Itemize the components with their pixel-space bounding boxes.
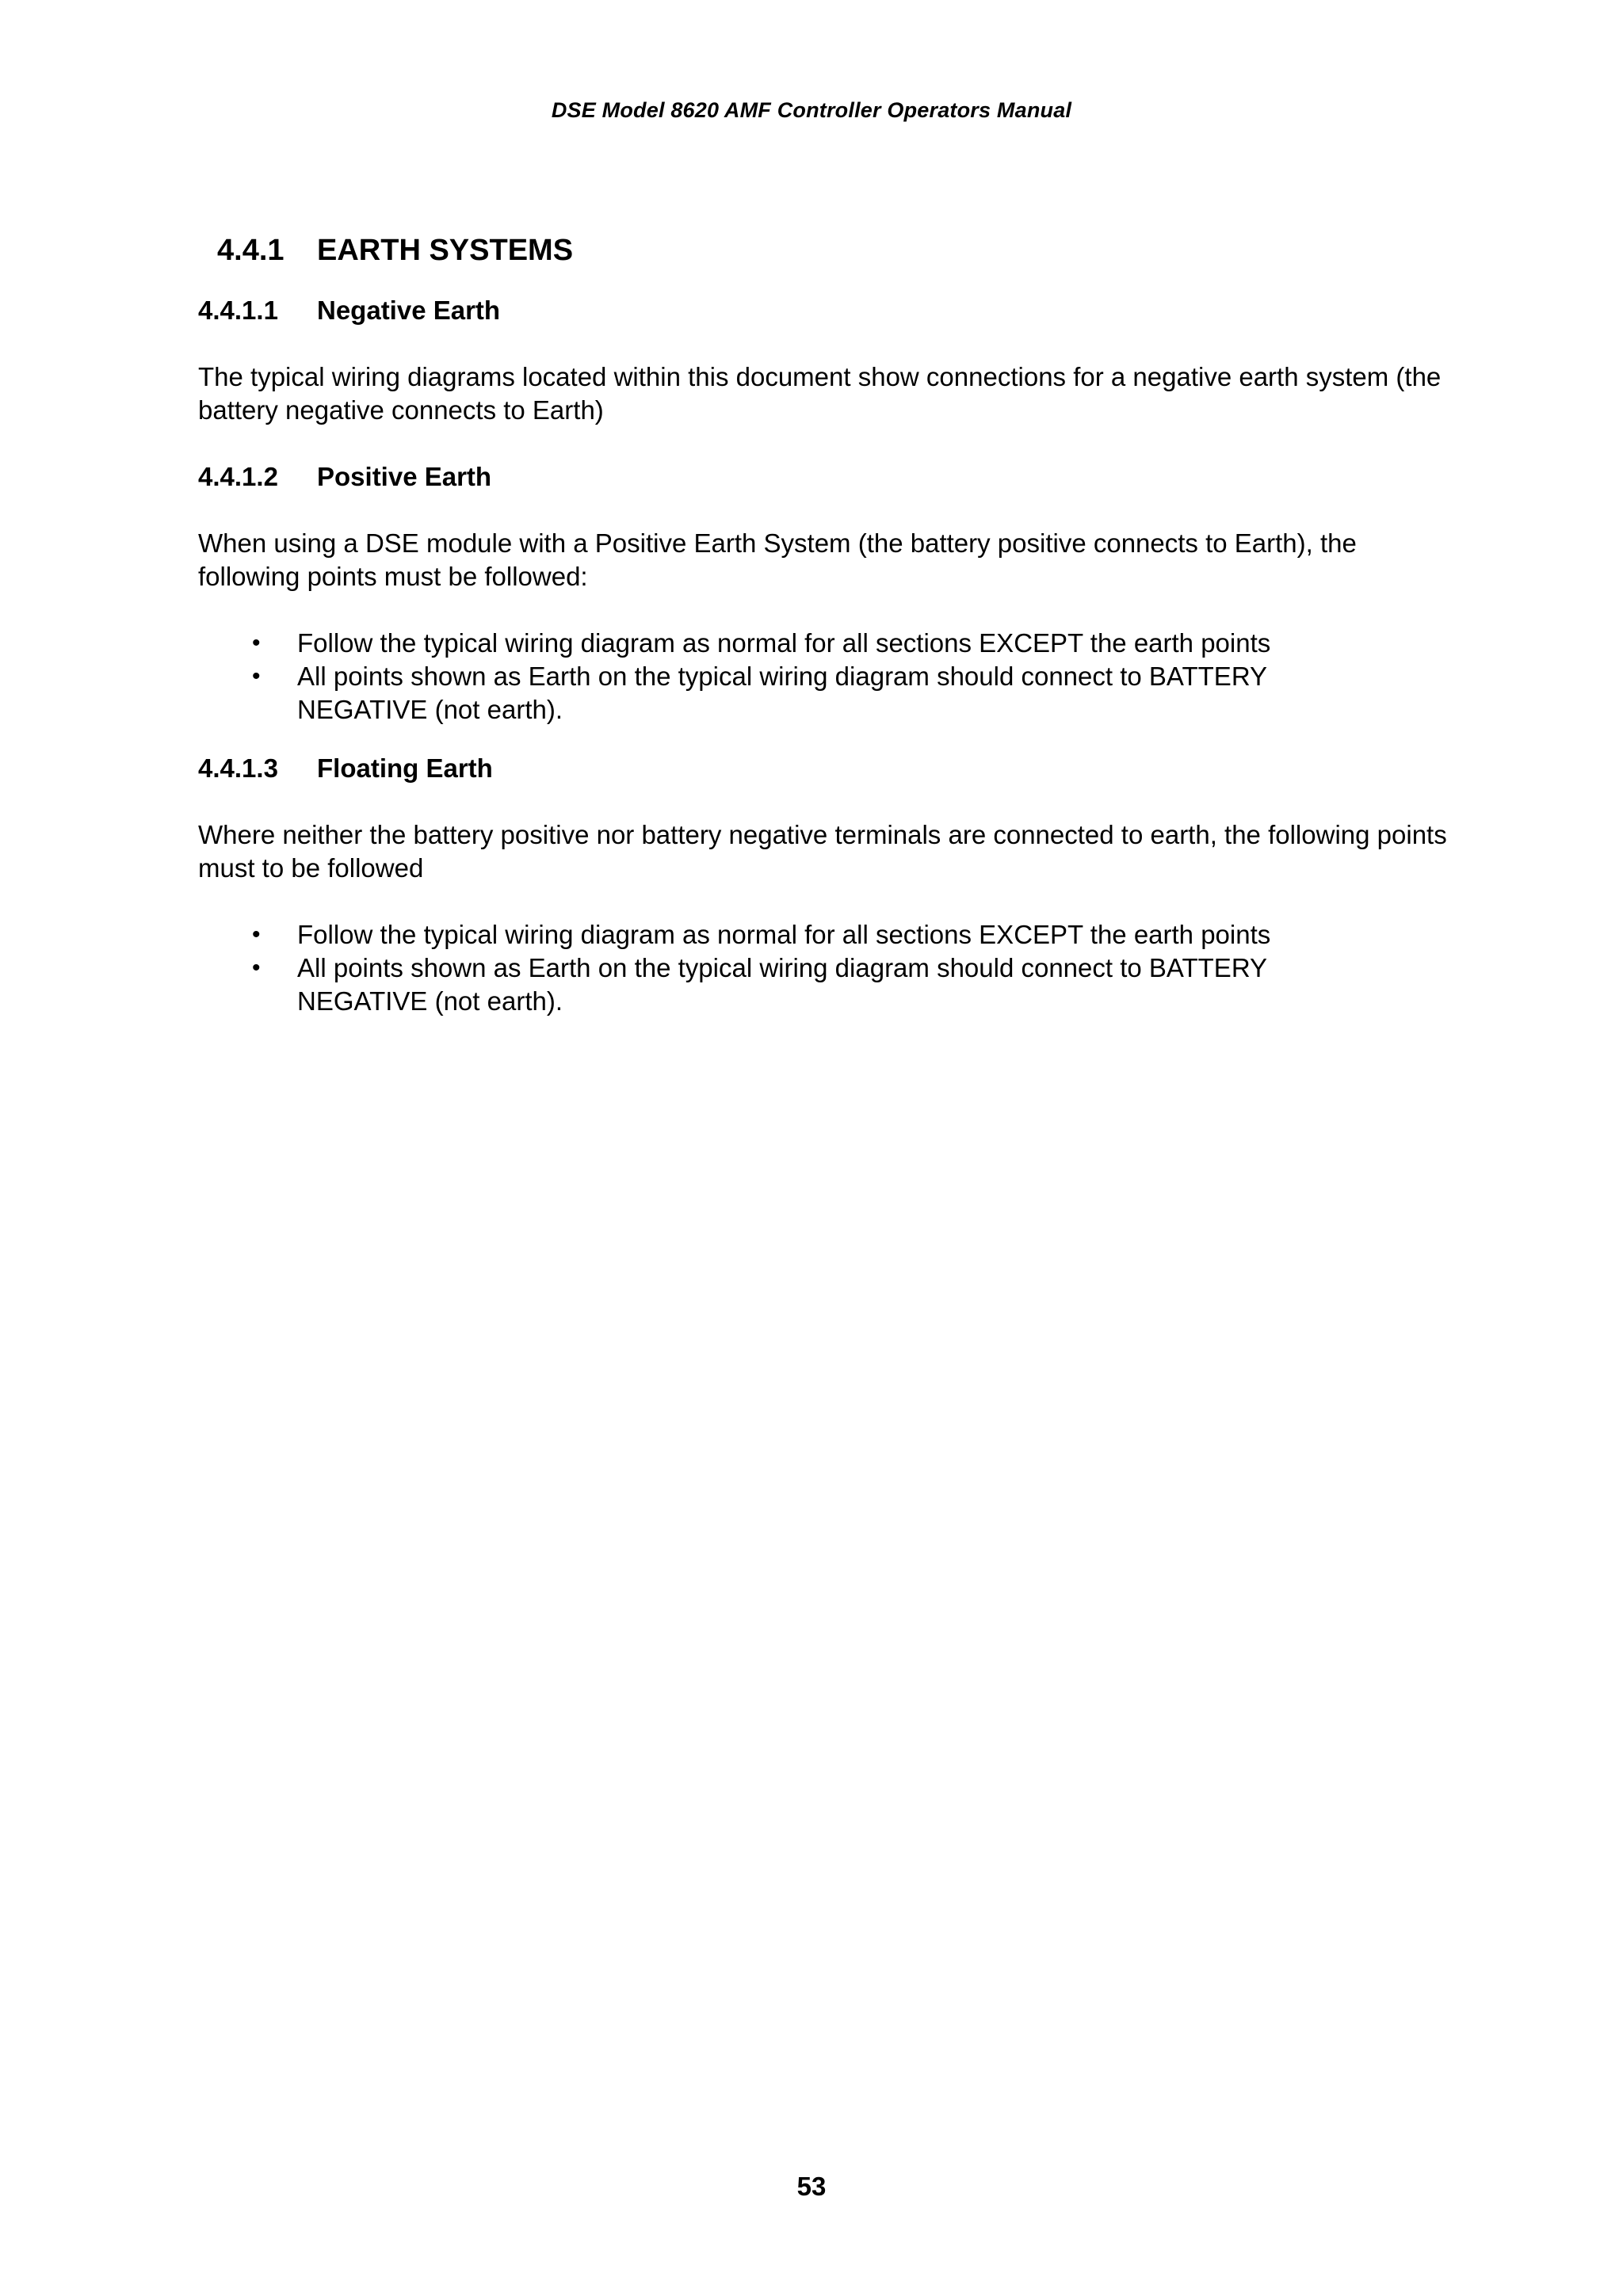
bullet-list-positive-earth bbox=[198, 627, 1450, 727]
page-number: 53 bbox=[796, 2172, 827, 2201]
subsection-heading-positive-earth bbox=[198, 460, 1450, 494]
subsection-number: 4.4.1.1 bbox=[198, 296, 278, 325]
subsection-number: 4.4.1.2 bbox=[198, 462, 278, 491]
bullet-list-floating-earth bbox=[198, 918, 1450, 1018]
paragraph-negative-earth: The typical wiring diagrams located within this document show connections for a negative earth system (the battery negative connects to Earth) bbox=[198, 362, 1442, 425]
subsection-title: Positive Earth bbox=[317, 462, 492, 491]
bullet-icon: • bbox=[252, 630, 261, 656]
subsection-title: Floating Earth bbox=[317, 753, 493, 783]
section-title: EARTH SYSTEMS bbox=[317, 234, 574, 267]
list-item bbox=[198, 952, 1450, 1018]
list-item-text: Follow the typical wiring diagram as normal for all sections EXCEPT the earth points bbox=[297, 920, 1271, 949]
section-number: 4.4.1 bbox=[217, 234, 285, 267]
subsection-title: Negative Earth bbox=[317, 296, 501, 325]
section-heading bbox=[217, 232, 1450, 269]
running-header: DSE Model 8620 AMF Controller Operators Manual bbox=[551, 98, 1072, 122]
subsection-number: 4.4.1.3 bbox=[198, 753, 278, 783]
bullet-icon: • bbox=[252, 921, 261, 948]
paragraph-positive-earth: When using a DSE module with a Positive Earth System (the battery positive connects to Earth), the following points must be followed: bbox=[198, 528, 1357, 591]
list-item bbox=[198, 660, 1450, 727]
subsection-heading-floating-earth bbox=[198, 752, 1450, 785]
list-item-text: All points shown as Earth on the typical wiring diagram should connect to BATTERY NEGATIVE (not earth). bbox=[297, 953, 1267, 1016]
bullet-icon: • bbox=[252, 663, 261, 689]
subsection-heading-negative-earth bbox=[198, 294, 1450, 327]
list-item bbox=[198, 627, 1450, 660]
list-item-text: Follow the typical wiring diagram as normal for all sections EXCEPT the earth points bbox=[297, 628, 1271, 658]
paragraph-floating-earth: Where neither the battery positive nor battery negative terminals are connected to earth, the following points must to be followed bbox=[198, 820, 1447, 883]
list-item-text: All points shown as Earth on the typical wiring diagram should connect to BATTERY NEGATIVE (not earth). bbox=[297, 662, 1267, 724]
list-item bbox=[198, 918, 1450, 952]
page-content bbox=[198, 226, 1450, 1018]
bullet-icon: • bbox=[252, 955, 261, 981]
